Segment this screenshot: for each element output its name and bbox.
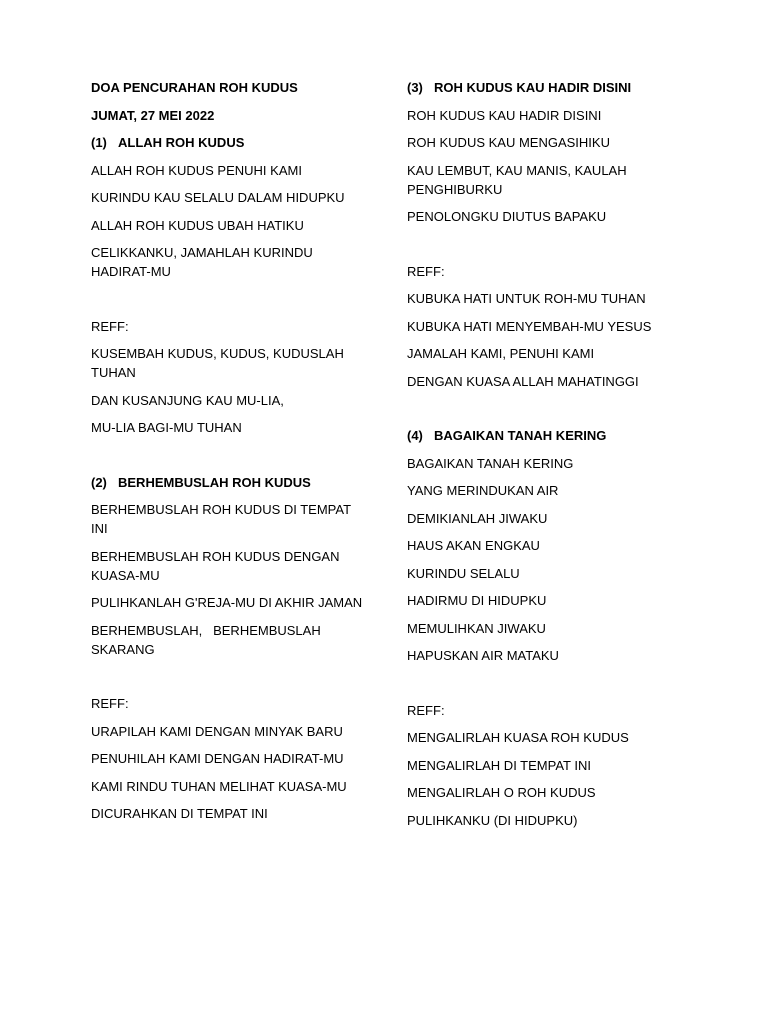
lyric-line: BERHEMBUSLAH ROH KUDUS DI TEMPAT INI — [91, 502, 351, 536]
lyric-line: KURINDU KAU SELALU DALAM HIDUPKU — [91, 190, 345, 205]
song-title: ROH KUDUS KAU HADIR DISINI — [434, 80, 632, 95]
left-column — [91, 78, 363, 832]
lyric-line: URAPILAH KAMI DENGAN MINYAK BARU — [91, 723, 343, 739]
song-heading — [91, 473, 363, 492]
lyric-line: PENOLONGKU DIUTUS BAPAKU — [407, 209, 607, 224]
lyric-line: KAMI RINDU TUHAN MELIHAT KUASA-MU — [91, 778, 347, 794]
lyric-line: KAU LEMBUT, KAU MANIS, KAULAH PENGHIBURKU — [407, 162, 627, 197]
lyric-line: HADIRMU DI HIDUPKU — [407, 593, 547, 608]
lyric-line: MENGALIRLAH O ROH KUDUS — [407, 785, 596, 800]
lyric-line: PULIHKANKU (DI HIDUPKU) — [407, 812, 578, 828]
lyric-line: MENGALIRLAH DI TEMPAT INI — [407, 757, 591, 773]
reff-label: REFF: — [407, 702, 445, 718]
lyric-line: BAGAIKAN TANAH KERING — [407, 455, 574, 471]
lyric-line: MENGALIRLAH KUASA ROH KUDUS — [407, 730, 629, 745]
lyric-line: CELIKKANKU, JAMAHLAH KURINDU HADIRAT-MU — [91, 245, 313, 279]
lyric-line: DICURAHKAN DI TEMPAT INI — [91, 806, 268, 821]
reff-label: REFF: — [91, 696, 129, 711]
lyric-line: HAPUSKAN AIR MATAKU — [407, 648, 559, 663]
document-title: DOA PENCURAHAN ROH KUDUS — [91, 80, 298, 95]
lyric-line: DENGAN KUASA ALLAH MAHATINGGI — [407, 373, 639, 389]
lyric-line: JAMALAH KAMI, PENUHI KAMI — [407, 346, 595, 361]
spacer — [407, 235, 669, 262]
lyric-line: ALLAH ROH KUDUS UBAH HATIKU — [91, 217, 304, 233]
song-number: (3) — [407, 80, 423, 95]
lyric-line: ROH KUDUS KAU MENGASIHIKU — [407, 135, 610, 150]
spacer — [91, 446, 363, 473]
song-title: ALLAH ROH KUDUS — [118, 135, 245, 150]
song-heading — [407, 78, 669, 97]
lyric-line: HAUS AKAN ENGKAU — [407, 538, 540, 553]
song-number: (2) — [91, 474, 107, 490]
lyric-line: KUSEMBAH KUDUS, KUDUS, KUDUSLAH TUHAN — [91, 346, 344, 380]
document-date: JUMAT, 27 MEI 2022 — [91, 107, 215, 123]
lyric-line: ROH KUDUS KAU HADIR DISINI — [407, 107, 602, 123]
lyric-line: DAN KUSANJUNG KAU MU-LIA, — [91, 392, 284, 408]
lyric-line: PENUHILAH KAMI DENGAN HADIRAT-MU — [91, 751, 344, 766]
spacer — [407, 674, 669, 701]
lyric-line: BERHEMBUSLAH ROH KUDUS DENGAN KUASA-MU — [91, 548, 340, 583]
lyric-line: MEMULIHKAN JIWAKU — [407, 620, 546, 636]
song-heading — [407, 426, 669, 445]
lyric-line: KURINDU SELALU — [407, 565, 520, 581]
lyric-line: YANG MERINDUKAN AIR — [407, 483, 559, 498]
lyric-line: KUBUKA HATI MENYEMBAH-MU YESUS — [407, 318, 652, 334]
spacer — [407, 399, 669, 426]
lyric-line: MU-LIA BAGI-MU TUHAN — [91, 420, 242, 435]
song-title: BERHEMBUSLAH ROH KUDUS — [118, 474, 311, 490]
spacer — [91, 667, 363, 694]
spacer — [91, 290, 363, 317]
song-heading — [91, 133, 363, 152]
lyric-line: DEMIKIANLAH JIWAKU — [407, 510, 548, 526]
lyric-line: BERHEMBUSLAH, BERHEMBUSLAH SKARANG — [91, 622, 325, 657]
song-number: (4) — [407, 428, 423, 443]
lyric-line: ALLAH ROH KUDUS PENUHI KAMI — [91, 162, 302, 178]
right-column — [407, 78, 669, 838]
lyric-line: KUBUKA HATI UNTUK ROH-MU TUHAN — [407, 291, 646, 306]
song-title: BAGAIKAN TANAH KERING — [434, 428, 607, 443]
reff-label: REFF: — [91, 318, 129, 334]
reff-label: REFF: — [407, 263, 445, 279]
lyric-line: PULIHKANLAH G'REJA-MU DI AKHIR JAMAN — [91, 595, 363, 610]
song-number: (1) — [91, 135, 107, 150]
